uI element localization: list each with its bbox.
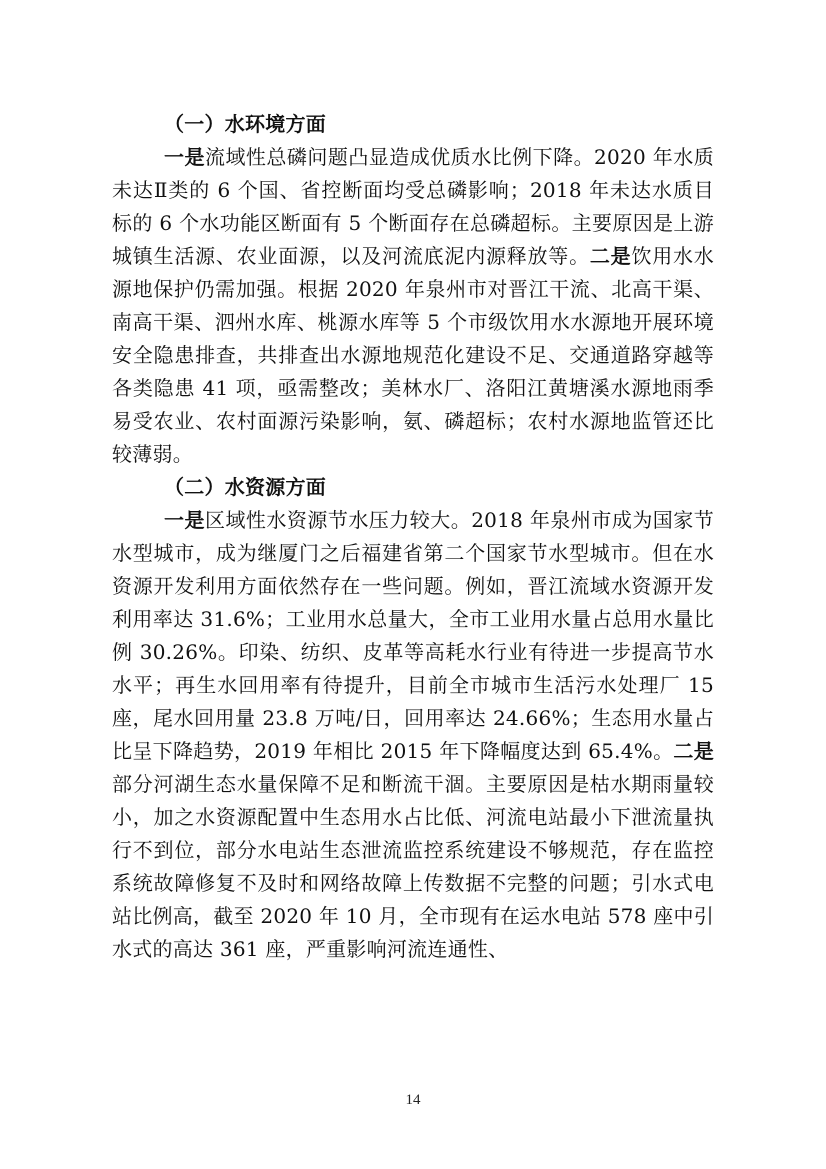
paragraph-text-first-issue: 流域性总磷问题凸显造成优质水比例下降。2020 年水质未达Ⅱ类的 6 个国、省控断面均受总磷影响；2018 年未达水质目标的 6 个水功能区断面有 5 个断面存在总磷超标。主要原因是上游城镇生活源、农业面源，以及河流底泥内源释放等。 xyxy=(112,145,715,268)
paragraph-text-second-issue: 部分河湖生态水量保障不足和断流干涸。主要原因是枯水期雨量较小，加之水资源配置中生态用水占比低、河流电站最小下泄流量执行不到位，部分水电站生态泄流监控系统建设不够规范，存在监控系统故障修复不及时和网络故障上传数据不完整的问题；引水式电站比例高，截至 2020 年 10 月，全市现有在运水电站 578 座中引水式的高达 361 座，严重影响河流连通性、 xyxy=(112,772,714,961)
lead-marker-second: 二是 xyxy=(589,244,632,268)
lead-marker-first: 一是 xyxy=(164,145,205,169)
paragraph-text-first-issue: 区域性水资源节水压力较大。2018 年泉州市成为国家节水型城市，成为继厦门之后福建省第二个国家节水型城市。但在水资源开发利用方面依然存在一些问题。例如，晋江流域水资源开发利用率达 31.6%；工业用水总量大，全市工业用水量占总用水量比例 30.26%。印染、纺织、皮革等高耗水行业有待进一步提高节水水平；再生水回用率有待提升，目前全市城市生活污水处理厂 15 座，尾水回用量 23.8 万吨/日，回用率达 24.66%；生态用水量占比呈下降趋势，2019 年相比 2015 年下降幅度达到 65.4%。 xyxy=(112,508,715,763)
lead-marker-second: 二是 xyxy=(673,739,715,763)
page-number: 14 xyxy=(405,1092,421,1108)
paragraph-text-second-issue: 饮用水水源地保护仍需加强。根据 2020 年泉州市对晋江干流、北高干渠、南高干渠、泗州水库、桃源水库等 5 个市级饮用水水源地开展环境安全隐患排查，共排查出水源地规范化建设不足、交通道路穿越等各类隐患 41 项，亟需整改；美林水厂、洛阳江黄塘溪水源地雨季易受农业、农村面源污染影响，氨、磷超标；农村水源地监管还比较薄弱。 xyxy=(112,244,715,466)
paragraph-water-environment xyxy=(112,141,714,471)
lead-marker-first: 一是 xyxy=(164,508,205,532)
page-body xyxy=(112,108,714,966)
section-heading-water-environment: （一）水环境方面 xyxy=(164,112,326,136)
paragraph-water-resources xyxy=(112,504,714,966)
section-heading-water-resources: （二）水资源方面 xyxy=(164,475,326,499)
